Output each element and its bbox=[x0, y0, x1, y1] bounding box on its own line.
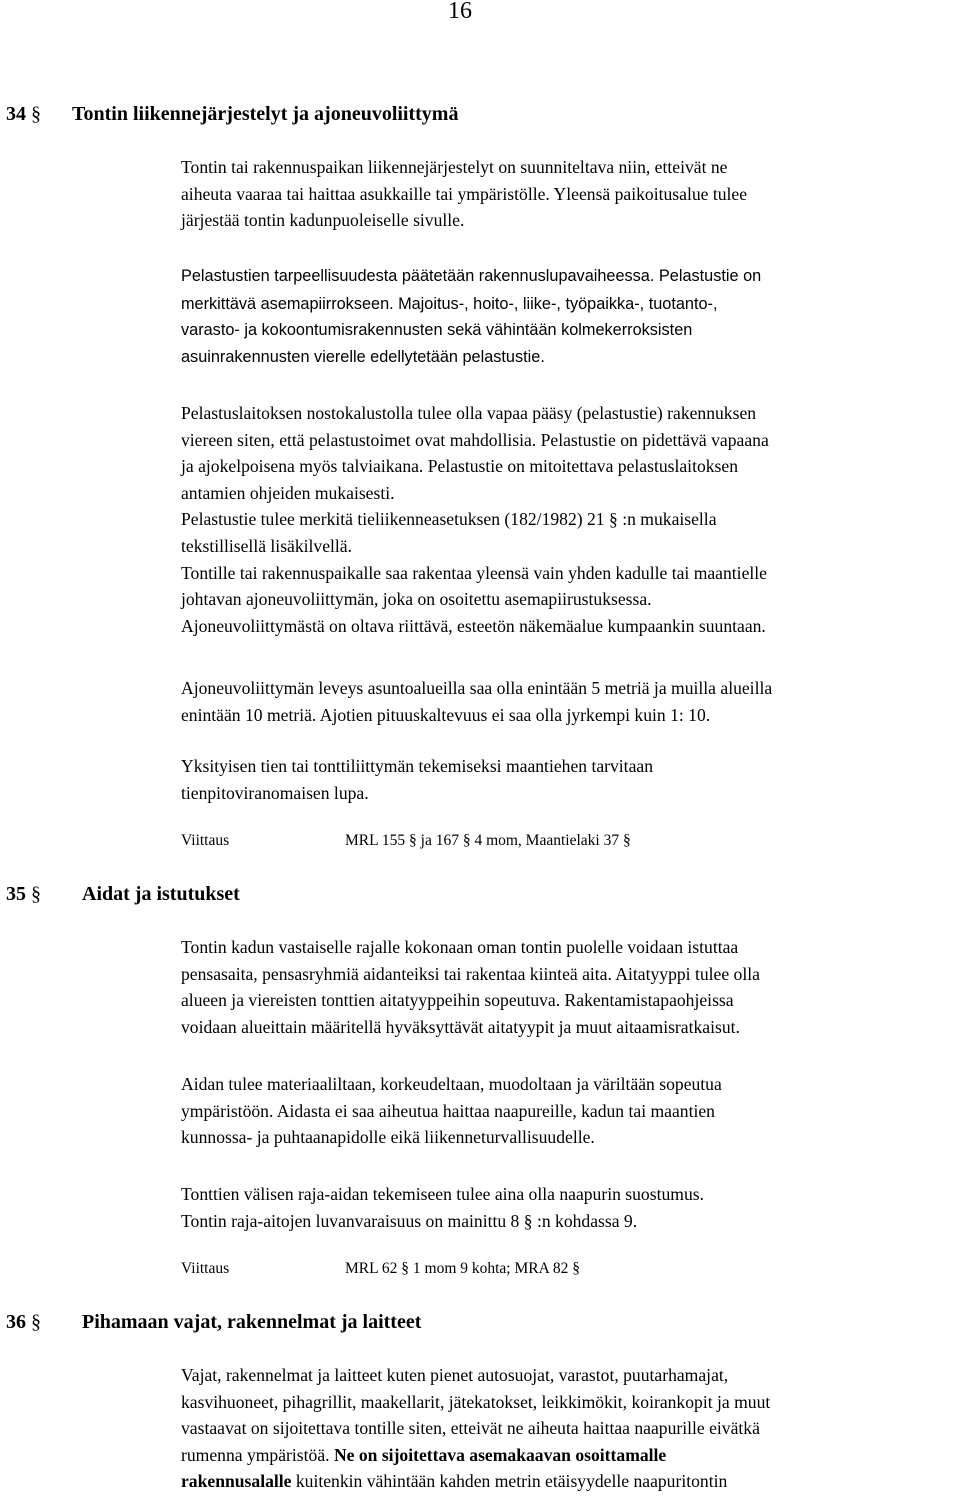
s35-paragraph-2 bbox=[181, 1071, 960, 1151]
text-line: Tontille tai rakennuspaikalle saa rakentaa yleensä vain yhden kadulle tai maantielle bbox=[181, 562, 767, 583]
section-symbol: § bbox=[31, 883, 41, 905]
text-fragment: kuitenkin vähintään kahden metrin etäisyydelle naapuritontin bbox=[295, 1471, 728, 1492]
page-number: 16 bbox=[448, 0, 472, 24]
text-line: ja ajokelpoisena myös talviaikana. Pelastustie on mitoitettava pelastuslaitoksen bbox=[181, 456, 739, 477]
reference-text: MRL 62 § 1 mom 9 kohta; MRA 82 § bbox=[345, 1260, 580, 1277]
s34-paragraph-1 bbox=[181, 154, 960, 234]
section-34-heading bbox=[6, 102, 458, 126]
text-line: Aidan tulee materiaaliltaan, korkeudeltaan, muodoltaan ja väriltään sopeutua bbox=[181, 1074, 722, 1094]
section-title: Aidat ja istutukset bbox=[82, 883, 240, 905]
text-fragment: Majoitus-, hoito-, liike-, työpaikka-, tuotanto-, bbox=[398, 294, 718, 313]
text-line: aiheuta vaaraa tai haittaa asukkaille tai ympäristölle. Yleensä paikoitusalue tulee bbox=[181, 183, 748, 204]
section-35-heading bbox=[6, 882, 240, 906]
text-line bbox=[181, 1468, 960, 1495]
text-line: Tontin raja-aitojen luvanvaraisuus on mainittu 8 § :n kohdassa 9. bbox=[181, 1210, 638, 1231]
s34-paragraph-3 bbox=[181, 400, 960, 639]
reference-text: MRL 155 § ja 167 § 4 mom, Maantielaki 37 § bbox=[345, 832, 631, 849]
text-line: Vajat, rakennelmat ja laitteet kuten pienet autosuojat, varastot, puutarhamajat, bbox=[181, 1365, 729, 1385]
text-line: voidaan alueittain määritellä hyväksyttävät aitatyypit ja muut aitaamisratkaisut. bbox=[181, 1016, 740, 1037]
text-line: Tontin tai rakennuspaikan liikennejärjestelyt on suunniteltava niin, etteivät ne bbox=[181, 157, 728, 177]
text-line: järjestää tontin kadunpuoleiselle sivulle. bbox=[181, 210, 465, 231]
text-line: kunnossa- ja puhtaanapidolle eikä liikenneturvallisuudelle. bbox=[181, 1127, 595, 1148]
text-fragment: rumenna ympäristöä. bbox=[181, 1444, 330, 1465]
bold-text: Ne on sijoitettava asemakaavan osoittamalle bbox=[333, 1444, 667, 1465]
s35-paragraph-3 bbox=[181, 1181, 960, 1234]
text-fragment: merkittävä asemapiirrokseen. bbox=[181, 294, 394, 313]
text-line: tekstillisellä lisäkilvellä. bbox=[181, 535, 353, 556]
section-36-heading bbox=[6, 1310, 421, 1334]
s34-paragraph-4 bbox=[181, 675, 960, 728]
section-title: Pihamaan vajat, rakennelmat ja laitteet bbox=[82, 1311, 422, 1333]
text-line: tienpitoviranomaisen lupa. bbox=[181, 782, 369, 803]
bold-text: rakennusalalle bbox=[181, 1471, 292, 1492]
section-number: 36 bbox=[6, 1311, 26, 1333]
reference-label: Viittaus bbox=[181, 832, 230, 849]
text-line: Yksityisen tien tai tonttiliittymän tekemiseksi maantiehen tarvitaan bbox=[181, 756, 653, 776]
text-line: johtavan ajoneuvoliittymän, joka on osoitettu asemapiirustuksessa. bbox=[181, 589, 652, 610]
text-line bbox=[181, 290, 960, 318]
text-line: Ajoneuvoliittymän leveys asuntoalueilla saa olla enintään 5 metriä ja muilla alueilla bbox=[181, 678, 773, 698]
text-line: alueen ja viereisten tonttien aitatyyppeihin sopeutuva. Rakentamistapaohjeissa bbox=[181, 990, 734, 1011]
text-line: kasvihuoneet, pihagrillit, maakellarit, jätekatokset, leikkimökit, koirankopit ja muut bbox=[181, 1391, 771, 1412]
section-symbol: § bbox=[31, 1311, 41, 1333]
section-number: 34 bbox=[6, 103, 26, 125]
section-number: 35 bbox=[6, 883, 26, 905]
text-line: Ajoneuvoliittymästä on oltava riittävä, esteetön näkemäalue kumpaankin suuntaan. bbox=[181, 615, 766, 636]
section-title: Tontin liikennejärjestelyt ja ajoneuvoliittymä bbox=[72, 103, 459, 125]
text-line: varasto- ja kokoontumisrakennusten sekä vähintään kolmekerroksisten bbox=[181, 321, 693, 340]
text-line: ympäristöön. Aidasta ei saa aiheutua haittaa naapureille, kadun tai maantien bbox=[181, 1100, 715, 1121]
text-line: Pelastuslaitoksen nostokalustolla tulee olla vapaa pääsy (pelastustie) rakennuksen bbox=[181, 403, 757, 423]
text-line: viereen siten, että pelastustoimet ovat mahdollisia. Pelastustie on pidettävä vapaana bbox=[181, 429, 769, 450]
text-line: pensasaita, pensasryhmiä aidanteiksi tai rakentaa kiinteä aita. Aitatyyppi tulee olla bbox=[181, 963, 760, 984]
section-symbol: § bbox=[31, 103, 41, 125]
text-line: enintään 10 metriä. Ajotien pituuskaltevuus ei saa olla jyrkempi kuin 1: 10. bbox=[181, 704, 711, 725]
s34-reference bbox=[181, 831, 881, 851]
text-line: Pelastustie tulee merkitä tieliikenneasetuksen (182/1982) 21 § :n mukaisella bbox=[181, 509, 717, 530]
reference-label: Viittaus bbox=[181, 1260, 230, 1277]
text-line: Tontin kadun vastaiselle rajalle kokonaan oman tontin puolelle voidaan istuttaa bbox=[181, 937, 739, 957]
s34-paragraph-2 bbox=[181, 263, 960, 370]
text-line: antamien ohjeiden mukaisesti. bbox=[181, 482, 395, 503]
text-line: Tonttien välisen raja-aidan tekemiseen tulee aina olla naapurin suostumus. bbox=[181, 1184, 704, 1204]
s35-paragraph-1 bbox=[181, 934, 960, 1040]
text-line: Pelastustien tarpeellisuudesta päätetään rakennuslupavaiheessa. Pelastustie on bbox=[181, 267, 762, 285]
text-line: asuinrakennusten vierelle edellytetään pelastustie. bbox=[181, 347, 545, 366]
s35-reference bbox=[181, 1259, 881, 1279]
text-line bbox=[181, 1442, 960, 1469]
s36-paragraph-1 bbox=[181, 1362, 960, 1495]
text-line: vastaavat on sijoitettava tontille siten, etteivät ne aiheuta haittaa naapurille eivätkä bbox=[181, 1418, 760, 1439]
s34-paragraph-5 bbox=[181, 753, 960, 806]
